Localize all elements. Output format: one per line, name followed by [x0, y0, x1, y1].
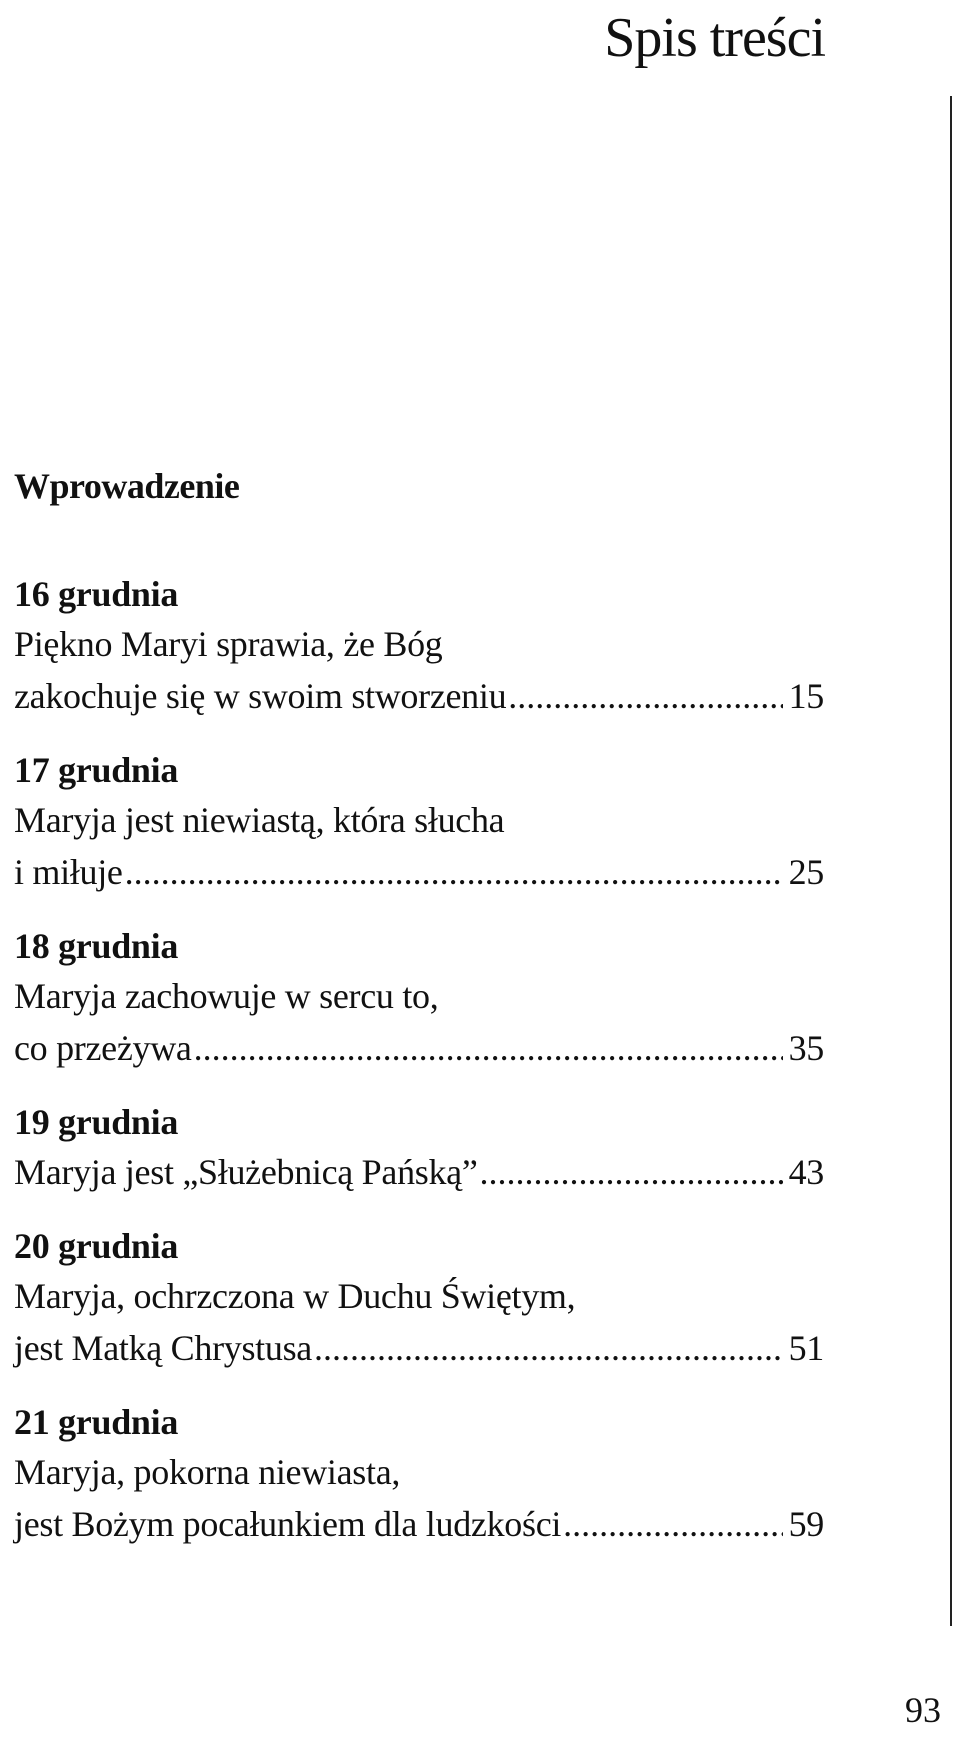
- toc-entry[interactable]: [14, 570, 824, 722]
- entry-title-text: Maryja jest „Służebnicą Pańską”: [14, 1152, 478, 1192]
- dot-leader: [563, 1498, 783, 1550]
- entry-page-number: 59: [788, 1504, 824, 1544]
- entry-date: 18 grudnia: [14, 926, 179, 966]
- entry-date: 16 grudnia: [14, 574, 179, 614]
- toc-heading-introduction[interactable]: Wprowadzenie: [14, 466, 240, 506]
- entry-title-text: jest Matką Chrystusa: [14, 1328, 312, 1368]
- page-number-folio: 93: [905, 1690, 941, 1730]
- entry-title-text: i miłuje: [14, 852, 123, 892]
- entry-title-line: Maryja zachowuje w sercu to,: [14, 976, 439, 1016]
- entry-title-line: Maryja jest niewiastą, która słucha: [14, 800, 505, 840]
- entry-title-text: jest Bożym pocałunkiem dla ludzkości: [14, 1504, 562, 1544]
- entry-page-number: 43: [788, 1152, 824, 1192]
- entry-title-last-line: [14, 846, 824, 898]
- entry-title-last-line: [14, 1322, 824, 1374]
- dot-leader: [125, 846, 783, 898]
- entry-title-line: Maryja, ochrzczona w Duchu Świętym,: [14, 1276, 576, 1316]
- entry-title-last-line: [14, 1146, 824, 1198]
- dot-leader: [508, 670, 782, 722]
- entry-date: 21 grudnia: [14, 1402, 179, 1442]
- toc-entry[interactable]: [14, 1098, 824, 1198]
- entry-title-line: Maryja, pokorna niewiasta,: [14, 1452, 401, 1492]
- toc-entry[interactable]: [14, 1398, 824, 1550]
- dot-leader: [194, 1022, 783, 1074]
- toc-entry[interactable]: [14, 1222, 824, 1374]
- page-title: Spis treści: [604, 7, 825, 69]
- margin-rule: [950, 96, 952, 1626]
- toc-entry[interactable]: [14, 746, 824, 898]
- entry-page-number: 25: [788, 852, 824, 892]
- entry-title-text: co przeżywa: [14, 1028, 192, 1068]
- entry-date: 17 grudnia: [14, 750, 179, 790]
- entry-title-line: Piękno Maryi sprawia, że Bóg: [14, 624, 443, 664]
- entry-date: 19 grudnia: [14, 1102, 179, 1142]
- dot-leader: [314, 1322, 783, 1374]
- entry-title-last-line: [14, 670, 824, 722]
- table-of-contents: [14, 460, 824, 1574]
- entry-title-last-line: [14, 1498, 824, 1550]
- entry-title-text: zakochuje się w swoim stworzeniu: [14, 676, 507, 716]
- entry-page-number: 35: [788, 1028, 824, 1068]
- entry-title-last-line: [14, 1022, 824, 1074]
- entry-page-number: 51: [788, 1328, 824, 1368]
- dot-leader: [480, 1146, 783, 1198]
- entry-page-number: 15: [788, 676, 824, 716]
- entry-date: 20 grudnia: [14, 1226, 179, 1266]
- toc-entry[interactable]: [14, 922, 824, 1074]
